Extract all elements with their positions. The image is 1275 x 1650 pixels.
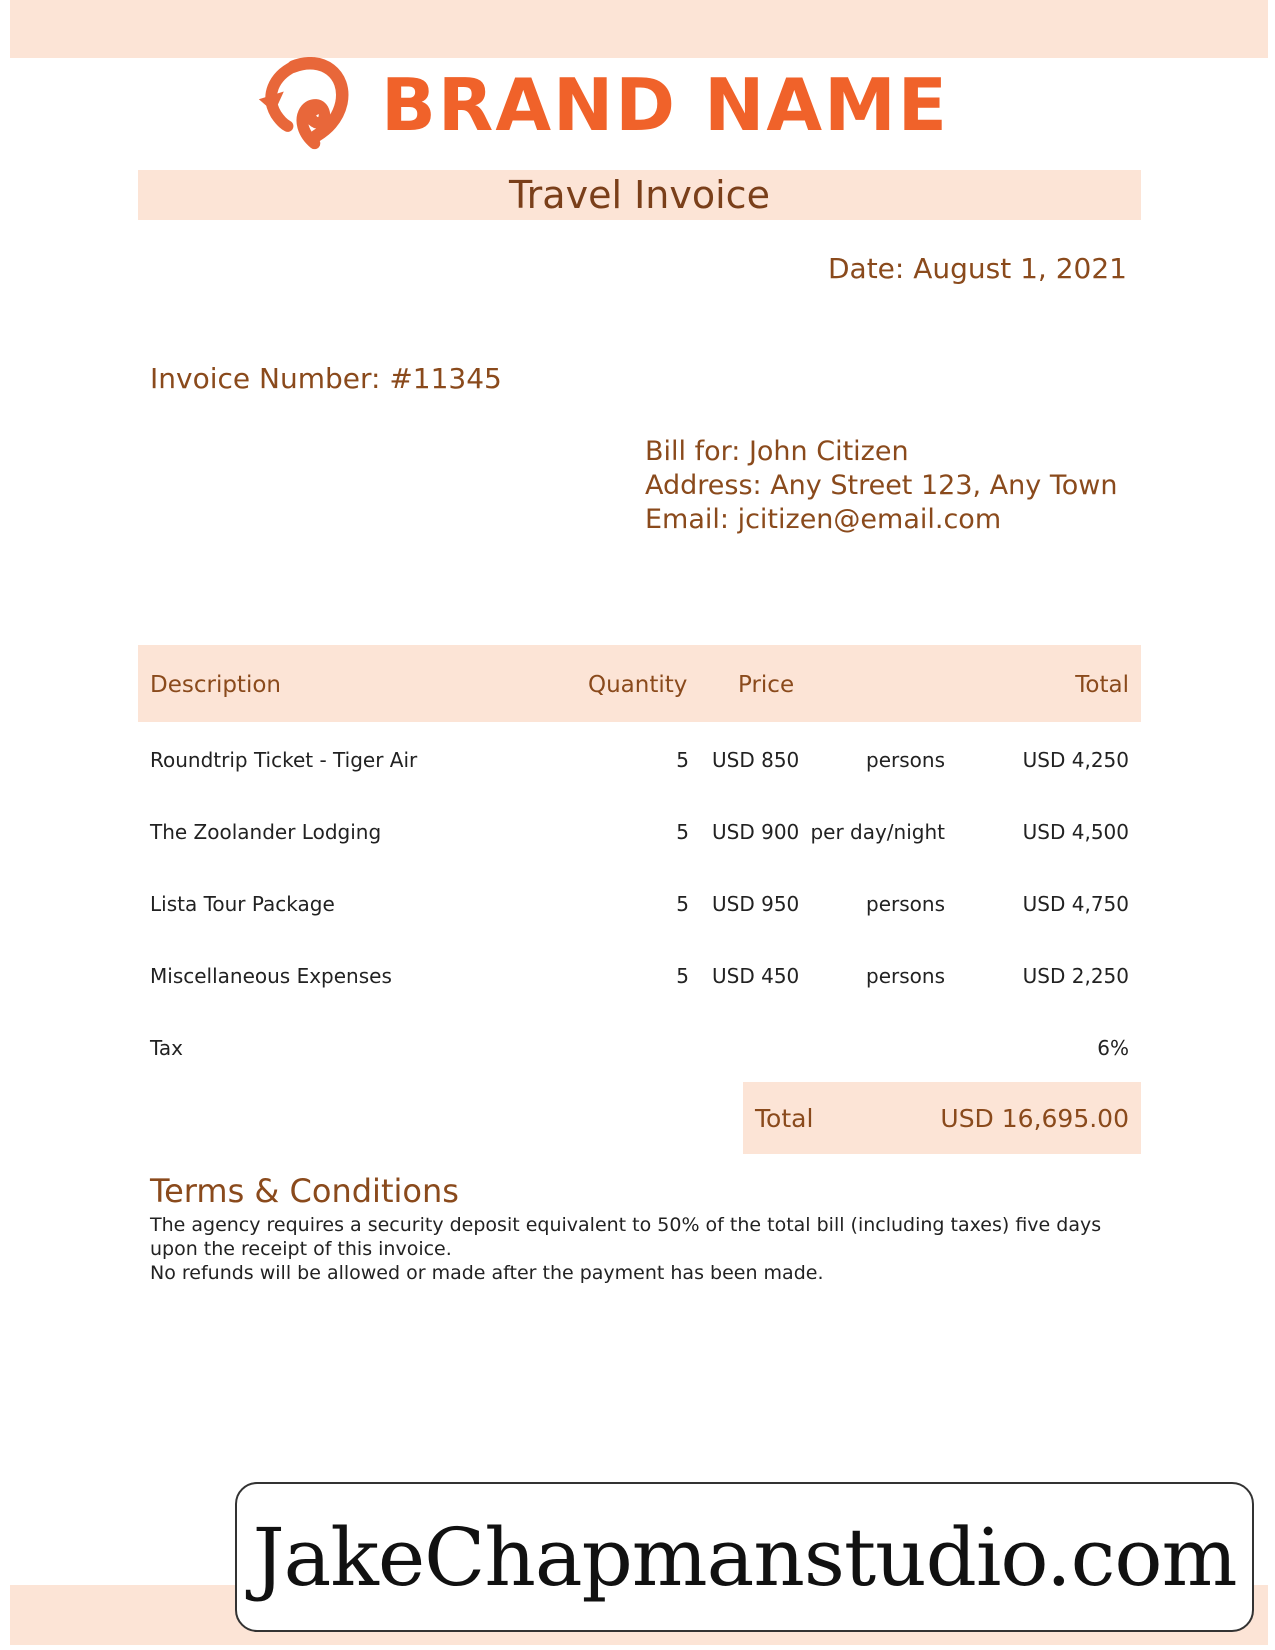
invoice-number: Invoice Number: #11345 [150,362,502,395]
row-description: Lista Tour Package [150,892,335,916]
row-unit: persons [866,748,945,772]
bill-address: Address: Any Street 123, Any Town [645,470,1118,501]
watermark-banner [235,1482,1254,1632]
title-band [138,170,1141,220]
watermark-text: JakeChapmanstudio.com [252,1510,1237,1604]
row-description: Roundtrip Ticket - Tiger Air [150,748,418,772]
row-total: USD 4,250 [1022,748,1129,772]
row-unit: persons [866,964,945,988]
table-row [138,892,1141,932]
header-total: Total [1075,672,1129,698]
row-total: USD 4,750 [1022,892,1129,916]
tax-label: Tax [150,1036,183,1060]
row-unit: persons [866,892,945,916]
row-quantity: 5 [676,964,689,988]
row-total: USD 4,500 [1022,820,1129,844]
top-band [10,0,1268,58]
terms-line-2: No refunds will be allowed or made after the payment has been made. [150,1262,824,1284]
grand-total-label: Total [755,1104,814,1133]
header-description: Description [150,672,281,698]
grand-total [743,1082,1141,1154]
row-description: The Zoolander Lodging [150,820,382,844]
row-total: USD 2,250 [1022,964,1129,988]
brand-logo-icon [255,57,351,153]
row-unit: per day/night [810,820,945,844]
tax-value: 6% [1097,1036,1129,1060]
header-quantity: Quantity [588,672,688,698]
brand-name: BRAND NAME [381,63,949,147]
row-quantity: 5 [676,748,689,772]
terms-title: Terms & Conditions [150,1172,459,1210]
header-price: Price [738,672,795,698]
row-quantity: 5 [676,820,689,844]
terms-text [150,1213,1110,1285]
table-row [138,964,1141,1004]
table-row [138,748,1141,788]
table-header [138,645,1141,722]
bill-name: Bill for: John Citizen [645,436,909,467]
table-row [138,820,1141,860]
row-price: USD 900 [712,820,800,844]
grand-total-value: USD 16,695.00 [940,1104,1129,1133]
row-price: USD 950 [712,892,800,916]
bill-to-block [645,435,1117,537]
row-price: USD 450 [712,964,800,988]
invoice-date: Date: August 1, 2021 [827,252,1127,285]
tax-row [138,1036,1141,1076]
bill-email: Email: jcitizen@email.com [645,504,1002,535]
terms-line-1: The agency requires a security deposit equivalent to 50% of the total bill (including taxes) five days upon the receipt of this invoice. [150,1214,1102,1260]
row-description: Miscellaneous Expenses [150,964,392,988]
row-quantity: 5 [676,892,689,916]
row-price: USD 850 [712,748,800,772]
brand-header [255,55,949,155]
page-title: Travel Invoice [509,173,770,217]
